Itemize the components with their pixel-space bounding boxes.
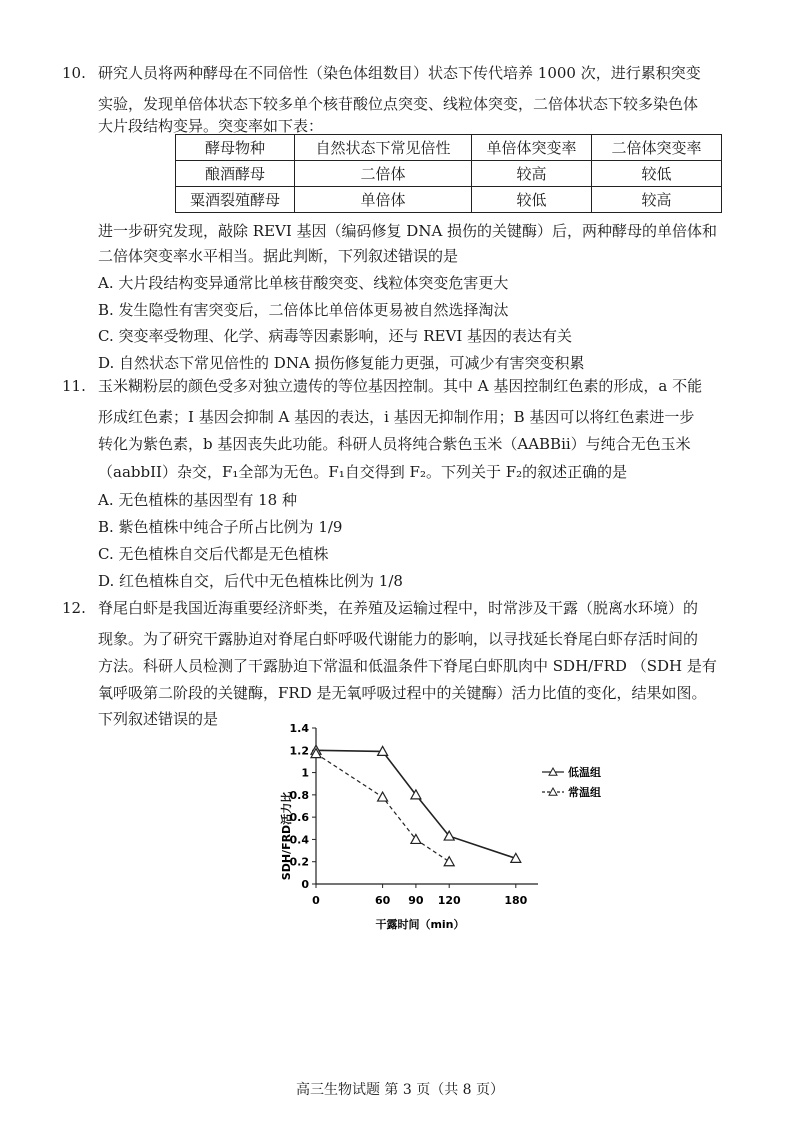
series-line-normal-temp	[316, 754, 449, 862]
option-c: C. 突变率受物理、化学、病毒等因素影响，还与 REVI 基因的表达有关	[98, 327, 573, 345]
table-cell: 较高	[592, 187, 722, 213]
question-text-line: 转化为紫色素，b 基因丧失此功能。科研人员将纯合紫色玉米（AABBii）与纯合无色玉米	[98, 435, 691, 453]
table-row	[176, 187, 722, 213]
y-tick-label: 1.4	[289, 722, 309, 735]
x-axis-label: 干露时间（min）	[375, 918, 465, 931]
data-point-marker	[378, 792, 388, 801]
table-cell: 较低	[472, 187, 592, 213]
y-tick-label: 0	[301, 878, 309, 891]
table-row	[176, 161, 722, 187]
option-a: A. 大片段结构变异通常比单核苷酸突变、线粒体突变危害更大	[98, 274, 509, 292]
question-text-line: 形成红色素；I 基因会抑制 A 基因的表达，i 基因无抑制作用；B 基因可以将红色素进一步	[98, 408, 695, 426]
mutation-rate-table	[175, 134, 722, 213]
question-text-line: （aabbII）杂交，F₁全部为无色。F₁自交得到 F₂。下列关于 F₂的叙述正确的是	[98, 463, 628, 481]
legend-label: 常温组	[568, 786, 601, 799]
table-header-cell: 酵母物种	[176, 135, 295, 161]
y-tick-label: 1	[301, 766, 309, 780]
x-tick-label: 60	[374, 894, 391, 907]
table-header-row	[176, 135, 722, 161]
table-cell: 二倍体	[295, 161, 472, 187]
option-c: C. 无色植株自交后代都是无色植株	[98, 545, 329, 563]
question-text-line: 大片段结构变异。突变率如下表：	[98, 117, 324, 135]
y-tick-label: 0.8	[289, 788, 309, 802]
data-point-marker	[444, 857, 454, 866]
table-header-cell: 单倍体突变率	[472, 135, 592, 161]
question-text-line: 研究人员将两种酵母在不同倍性（染色体组数目）状态下传代培养 1000 次，进行累积突变	[98, 64, 701, 82]
question-text-line: 实验，发现单倍体状态下较多单个核苷酸位点突变、线粒体突变，二倍体状态下较多染色体	[98, 95, 699, 113]
question-number: 10.	[62, 64, 86, 82]
question-number: 12.	[62, 599, 86, 617]
question-text-line: 方法。科研人员检测了干露胁迫下常温和低温条件下脊尾白虾肌肉中 SDH/FRD （SDH 是有	[98, 657, 717, 675]
question-text-line: 二倍体突变率水平相当。据此判断，下列叙述错误的是	[98, 247, 459, 265]
legend-label: 低温组	[568, 766, 601, 779]
question-text-line: 下列叙述错误的是	[98, 710, 219, 728]
question-text-line: 现象。为了研究干露胁迫对脊尾白虾呼吸代谢能力的影响，以寻找延长脊尾白虾存活时间的	[98, 630, 699, 648]
question-number: 11.	[62, 377, 86, 395]
question-text-line: 玉米糊粉层的颜色受多对独立遗传的等位基因控制。其中 A 基因控制红色素的形成，a 不能	[98, 377, 703, 395]
y-tick-label: 1.2	[289, 744, 309, 758]
option-b: B. 发生隐性有害突变后，二倍体比单倍体更易被自然选择淘汰	[98, 301, 509, 319]
table-cell: 较高	[472, 161, 592, 187]
option-b: B. 紫色植株中纯合子所占比例为 1/9	[98, 518, 343, 536]
table-cell: 粟酒裂殖酵母	[176, 187, 295, 213]
option-a: A. 无色植株的基因型有 18 种	[98, 491, 297, 509]
table-cell: 较低	[592, 161, 722, 187]
y-tick-label: 0.4	[289, 833, 309, 847]
x-tick-label: 120	[437, 894, 461, 907]
question-text-line: 进一步研究发现，敲除 REVI 基因（编码修复 DNA 损伤的关键酶）后，两种酵母的单倍体和	[98, 222, 718, 240]
table-cell: 酿酒酵母	[176, 161, 295, 187]
sdh-frd-line-chart	[270, 716, 610, 936]
legend-marker	[549, 788, 557, 795]
x-tick-label: 180	[504, 894, 528, 907]
table-header-cell: 自然状态下常见倍性	[295, 135, 472, 161]
y-axis-label: SDH/FRD活力比	[280, 791, 293, 881]
question-text-line: 脊尾白虾是我国近海重要经济虾类，在养殖及运输过程中，时常涉及干露（脱离水环境）的	[98, 599, 699, 617]
page-footer: 高三生物试题 第 3 页（共 8 页）	[295, 1082, 505, 1098]
y-tick-label: 0.6	[289, 811, 309, 825]
table-header-cell: 二倍体突变率	[592, 135, 722, 161]
y-tick-label: 0.2	[289, 855, 309, 869]
option-d: D. 红色植株自交，后代中无色植株比例为 1/8	[98, 572, 403, 590]
table-cell: 单倍体	[295, 187, 472, 213]
option-d: D. 自然状态下常见倍性的 DNA 损伤修复能力更强，可减少有害突变积累	[98, 354, 585, 372]
question-text-line: 氧呼吸第二阶段的关键酶，FRD 是无氧呼吸过程中的关键酶）活力比值的变化，结果如图。	[98, 684, 707, 702]
x-tick-label: 0	[312, 894, 320, 907]
x-tick-label: 90	[408, 894, 424, 907]
